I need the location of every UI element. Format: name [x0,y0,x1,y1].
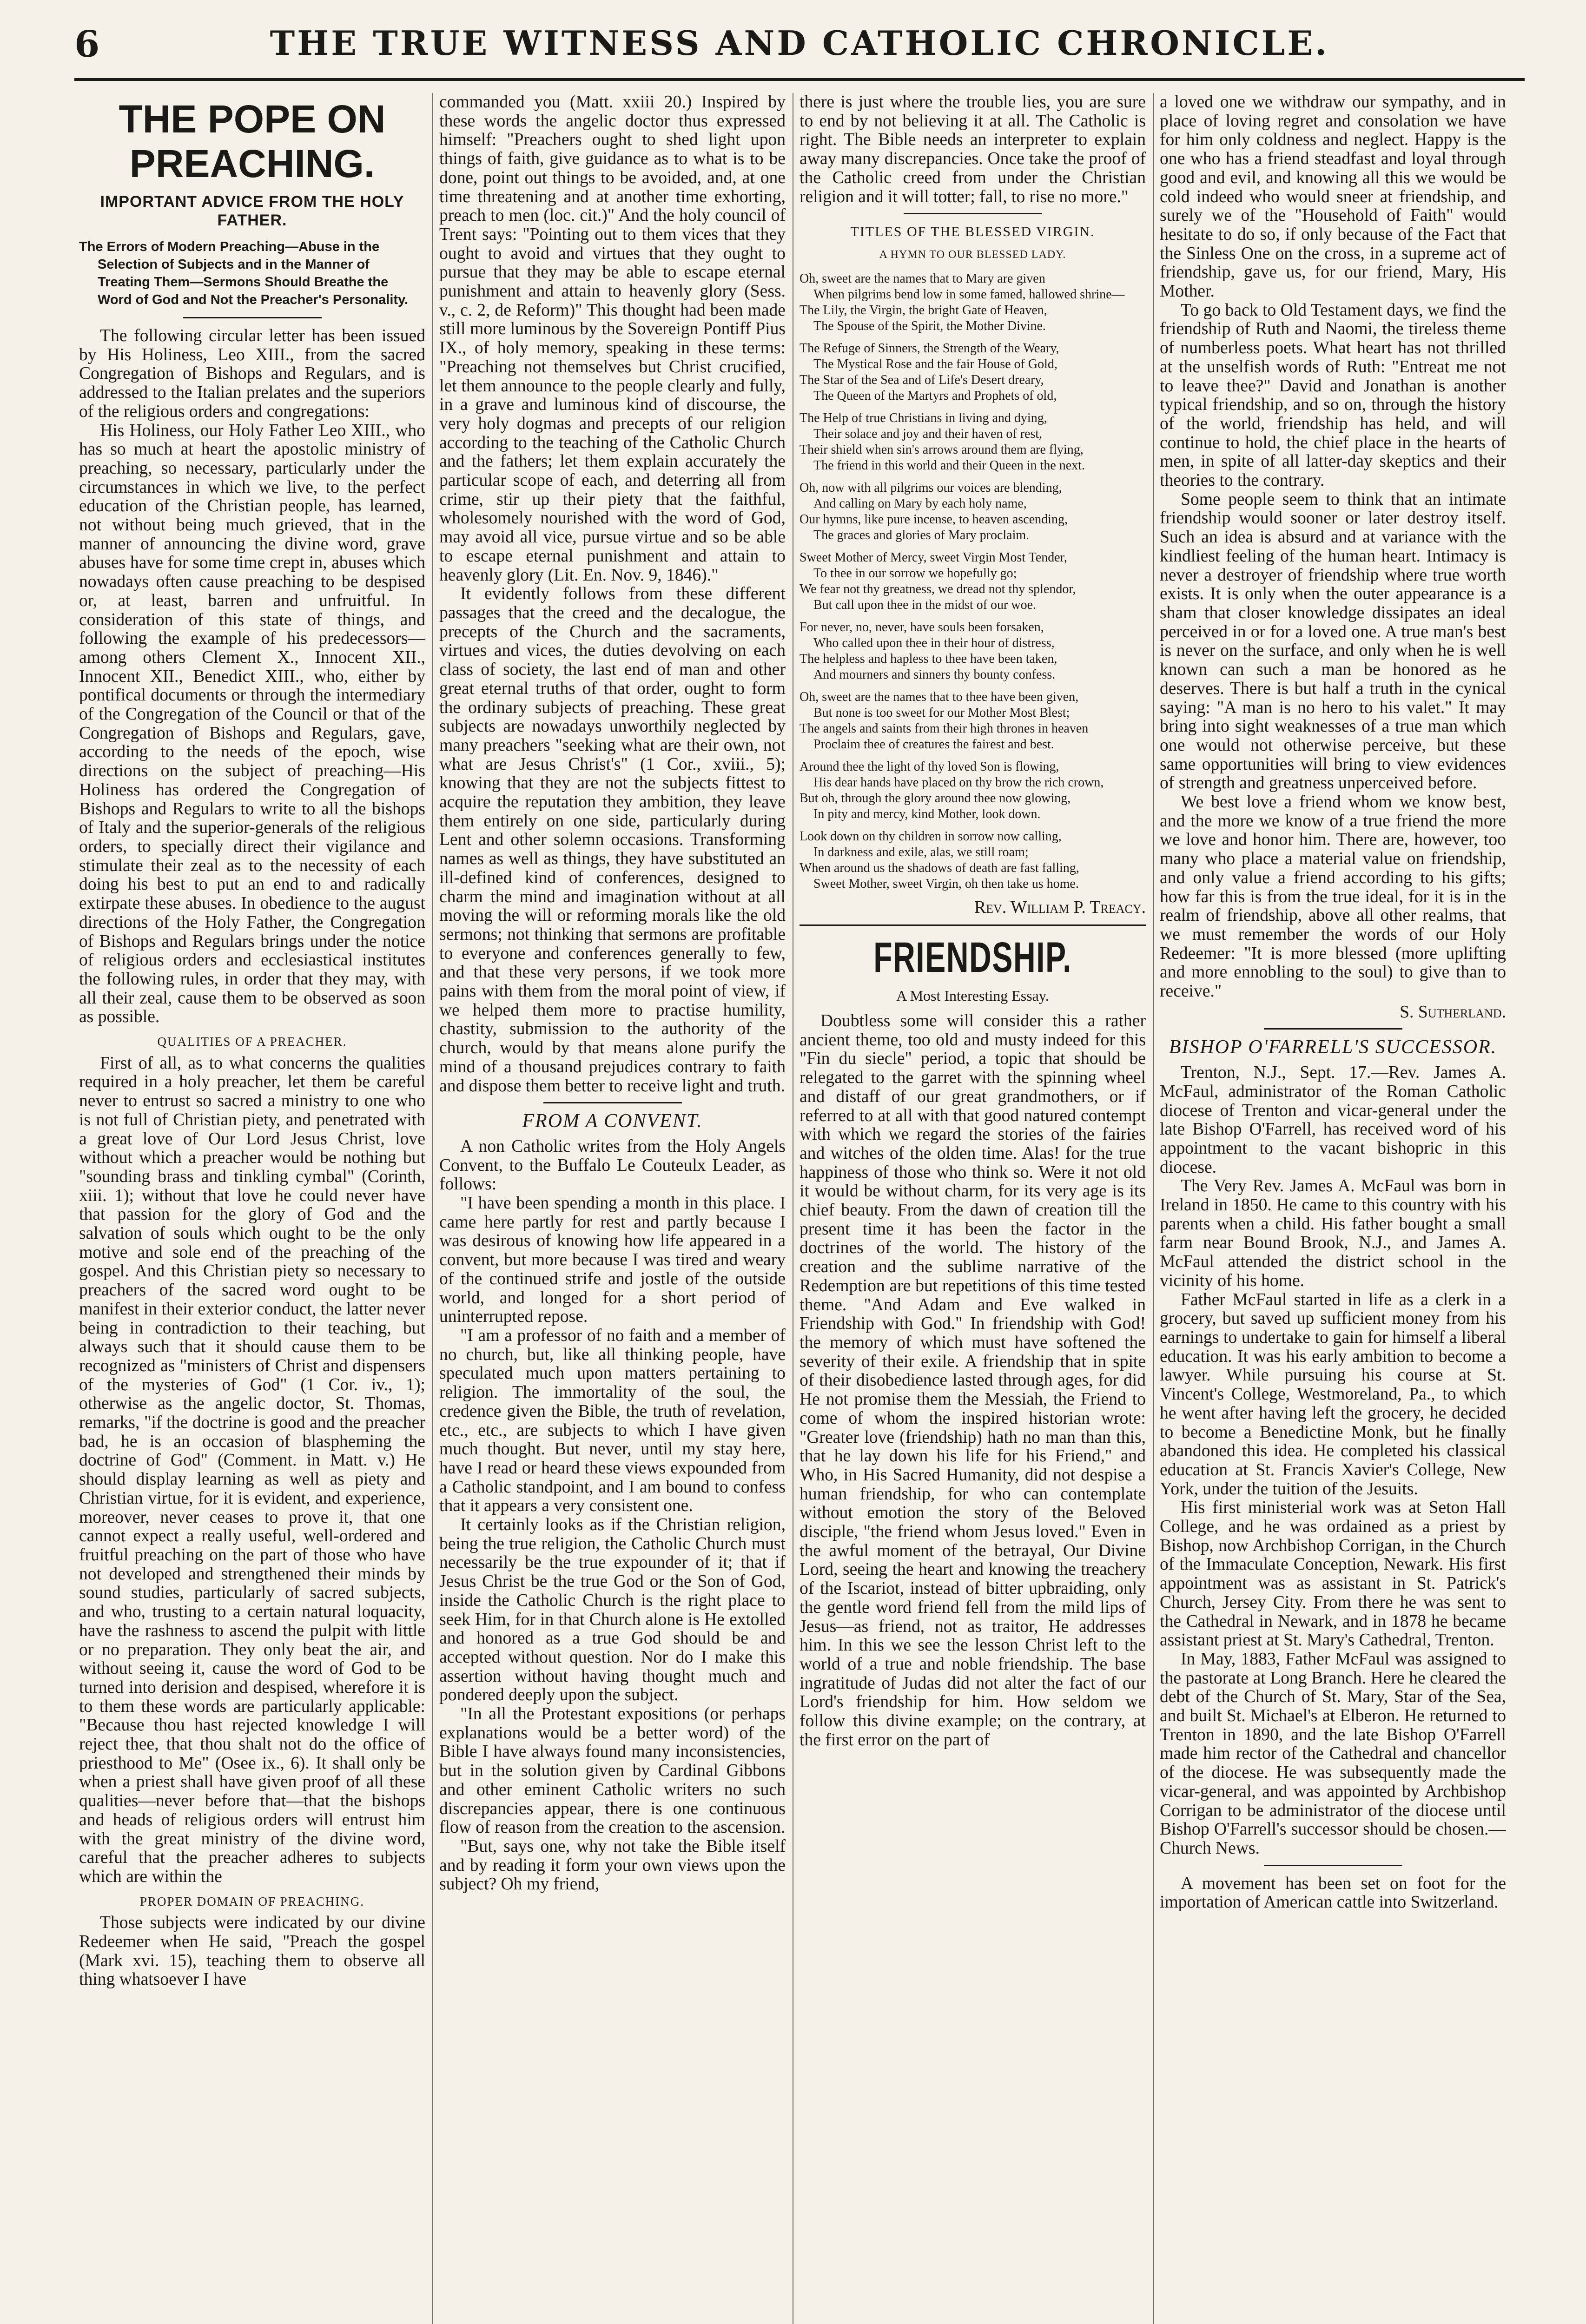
poem-line: Around thee the light of thy loved Son is flowing, [800,759,1059,774]
poem-line: Their solace and joy and their haven of rest, [813,426,1043,441]
poem-stanza [800,271,1146,334]
paragraph: A movement has been set on foot for the importation of American cattle into Switzerland. [1160,1874,1506,1912]
poem-line: To thee in our sorrow we hopefully go; [813,566,1017,581]
section-rule [904,213,1042,214]
poem-line: The Star of the Sea and of Life's Desert dreary, [800,372,1044,387]
poem-stanza [800,341,1146,404]
paragraph: Trenton, N.J., Sept. 17.—Rev. James A. McFaul, administrator of the Roman Catholic diocese of Trenton and vicar-general under the late Bishop O'Farrell, has received word of his appointment to the vacant bishopric in this diocese. [1160,1063,1506,1177]
section-rule [1264,1028,1402,1030]
poem-line: His dear hands have placed on thy brow the rich crown, [813,775,1104,790]
poem [800,271,1146,892]
article-subheadline: A Most Interesting Essay. [896,987,1049,1004]
poem-line: We fear not thy greatness, we dread not thy splendor, [800,581,1076,596]
poem-stanza [800,480,1146,543]
paragraph: "But, says one, why not take the Bible itself and by reading it form your own views upon the subject? Oh my friend, [439,1836,786,1894]
poem-line: And mourners and sinners thy bounty confess. [813,667,1056,682]
section-rule [1264,1865,1402,1866]
paragraph: Some people seem to think that an intimate friendship would sooner or later destroy itself. Such an idea is absurd and at variance with the kindliest feeling of the human heart. Intimacy is never a destroyer of friendship where true worth exists. It is only when the outer appearance is a sham that closer knowledge dissipates an ideal perceived in or for a loved one. A true man's best is never on the surface, and only when he is well known can such a man be honored as he deserves. There is but half a truth in the cynical saying: "A man is no hero to his valet." It may bring into sight weaknesses of a true man which one would not otherwise perceive, but these same opportunities will bring to view evidences of strength and greatness unperceived before. [1160,489,1506,793]
article-deck: The Errors of Modern Preaching—Abuse in the Selection of Subjects and in the Manner of Treating Them—Sermons Should Breathe the Word of God and Not the Preacher's Personality. [79,239,409,307]
paragraph: "I have been spending a month in this place. I came here partly for rest and partly because I was desirous of knowing how life appeared in a convent, but more because I was tired and weary of the continued strife and jostle of the outside world, and longed for a short period of uninterrupted repose. [439,1194,786,1327]
paragraph: The following circular letter has been issued by His Holiness, Leo XIII., from the sacred Congregation of Bishops and Regulars, and is addressed to the Italian prelates and the superiors of the religious orders and congregations: [79,326,425,421]
poem-line: The Help of true Christians in living and dying, [800,410,1047,425]
paragraph: A non Catholic writes from the Holy Angels Convent, to the Buffalo Le Couteulx Leader, as follows: [439,1136,786,1194]
masthead [74,5,1525,86]
column-2 [439,93,786,2324]
section-subhead: PROPER DOMAIN OF PREACHING. [139,1894,365,1908]
poem-line: When pilgrims bend low in some famed, hallowed shrine— [813,287,1125,302]
poem-line: The Mystical Rose and the fair House of Gold, [813,357,1057,371]
poem-line: The angels and saints from their high thrones in heaven [800,721,1089,736]
poem-line: The Refuge of Sinners, the Strength of the Weary, [800,341,1059,356]
poem-subtitle: A HYMN TO OUR BLESSED LADY. [879,248,1066,261]
paragraph: First of all, as to what concerns the qualities required in a holy preacher, let them be careful never to entrust so sacred a ministry to one who is not full of Christian piety, and penetrated with a great love of Our Lord Jesus Christ, love without which a preacher would be nothing but "sounding brass and tinkling cymbal" (Corinth, xiii. 1); without that love he could never have that passion for the glory of God and the salvation of souls which ought to be the only motive and sole end of the preaching of the gospel. And this Christian piety so necessary to preachers of the sacred word ought to be manifest in their exterior conduct, the latter never being in contradiction to their teaching, but always such that it should cause them to be recognized as "ministers of Christ and dispensers of the mysteries of God" (1 Cor. iv., 1); otherwise as the angelic doctor, St. Thomas, remarks, "if the doctrine is good and the preacher bad, he is an occasion of blaspheming the doctrine of God" (Comment. in Matt. v.) He should display learning as well as piety and Christian virtue, for it is evident, and experience, moreover, never ceases to prove it, that one cannot expect a really useful, well-ordered and fruitful preaching on the part of those who have not developed and strengthened their minds by sound studies, particularly of sacred subjects, and who, trusting to a certain natural loquacity, have the rashness to ascend the pulpit with little or no preparation. They only beat the air, and without seeing it, cause the word of God to be turned into derision and despised, wherefore it is to them these words are particularly applicable: "Because thou hast rejected knowledge I will reject thee, that thou shalt not do the office of priesthood to Me" (Osee ix., 6). It shall only be when a priest shall have given proof of all these qualities—never before that—that the bishops and heads of religious orders will entrust him with the great ministry of the divine word, careful that the preacher adheres to subjects which are within the [79,1053,425,1886]
section-subhead: QUALITIES OF A PREACHER. [157,1035,347,1049]
poem-line: Oh, now with all pilgrims our voices are blending, [800,480,1062,495]
poem-stanza [800,410,1146,474]
poem-stanza [800,829,1146,892]
article-headline: FROM A CONVENT. [522,1110,703,1132]
article-headline: BISHOP O'FARRELL'S SUCCESSOR. [1169,1037,1497,1058]
paragraph: It evidently follows from these different passages that the creed and the decalogue, the precepts of the Church and the sacraments, virtues and vices, the duties devolving on each class of society, the last end of man and other great eternal truths of that order, ought to form the ordinary subjects of preaching. These great subjects are nowadays unworthily neglected by many preachers "seeking what are their own, not what are Jesus Christ's" (1 Cor., xviii., 5); knowing that they are not the subjects fittest to acquire the reputation they ambition, they leave them entirely on one side, particularly during Lent and other solemn occasions. Transforming names as well as things, they have substituted an ill-defined kind of conferences, designed to charm the mind and imagination without at all moving the will or reforming morals like the old sermons; not thinking that sermons are profitable to everyone and conferences generally to few, and that these very persons, if we took more pains with them from the moral point of view, if we helped them more to practise humility, chastity, submission to the authority of the church, would by that means alone purify the mind of a thousand prejudices contrary to faith and dispose them better to receive light and truth. [439,584,786,1096]
paragraph: commanded you (Matt. xxiii 20.) Inspired by these words the angelic doctor thus expressed himself: "Preachers ought to shed light upon things of faith, give guidance as to what is to be done, point out things to be avoided, and, at one time threatening and at another time exhorting, preach to men (loc. cit.)" And the holy council of Trent says: "Pointing out to them vices that they ought to avoid and virtues that they ought to pursue that they may be able to escape eternal punishment and attain to heavenly glory (Sess. v., c. 2, de Reform)" This thought had been made still more luminous by the Sovereign Pontiff Pius IX., of holy memory, speaking in these terms: "Preaching not themselves but Christ crucified, let them announce to the people clearly and fully, in a grave and luminous kind of discourse, the very holy dogmas and precepts of our religion according to the teaching of the Catholic Church and the fathers; let them explain accurately the particular scope of each, and deterring all from crime, stir up their piety that the faithful, wholesomely nourished with the word of God, may avoid all vice, pursue virtue and so be able to escape eternal punishment and attain to heavenly glory (Lit. En. Nov. 9, 1846)." [439,93,786,585]
paragraph: Father McFaul started in life as a clerk in a grocery, but saved up sufficient money from his earnings to undertake to gain for himself a liberal education. It was his early ambition to become a lawyer. While pursuing his course at St. Vincent's College, Westmoreland, Pa., to which he went after having left the grocery, he decided to become a Benedictine Monk, but he finally abandoned this idea. He completed his classical education at St. Francis Xavier's College, New York, under the tuition of the Jesuits. [1160,1290,1506,1499]
poem-line: Oh, sweet are the names that to thee have been given, [800,689,1079,704]
poem-line: Look down on thy children in sorrow now calling, [800,829,1062,844]
column-3 [800,93,1146,2324]
paragraph: a loved one we withdraw our sympathy, and in place of loving regret and consolation we have for him only coldness and neglect. Happy is the one who has a friend steadfast and loyal through good and evil, and knowing all this we would be cold indeed who would sneer at friendship, and surely we of the "Household of Faith" would hesitate to do so, if only because of the Fact that the Sinless One on the cross, in a supreme act of friendship, gave us, for our friend, Mary, His Mother. [1160,93,1506,301]
poem-line: Our hymns, like pure incense, to heaven ascending, [800,512,1068,527]
poem-line: The Lily, the Virgin, the bright Gate of Heaven, [800,303,1047,317]
paragraph: The Very Rev. James A. McFaul was born in Ireland in 1850. He came to this country with his parents when a child. His father bought a small farm near Bound Brook, N.J., and James A. McFaul attended the district school in the vicinity of his home. [1160,1176,1506,1290]
poem-stanza [800,550,1146,613]
paragraph: To go back to Old Testament days, we find the friendship of Ruth and Naomi, the tireless theme of numberless poets. What heart has not thrilled at the unselfish words of Ruth: "Entreat me not to leave thee?" David and Jonathan is another typical friendship, and so on, through the history of the world, friendship has held, and will continue to hold, the chief place in the hearts of men, in spite of all latter-day skeptics and their theories to the contrary. [1160,300,1506,490]
poem-stanza [800,689,1146,753]
poem-line: Their shield when sin's arrows around them are flying, [800,442,1084,457]
column-4 [1160,93,1506,2324]
article-subheadline: IMPORTANT ADVICE FROM THE HOLY FATHER. [100,193,404,229]
poem-line: The Spouse of the Spirit, the Mother Divine. [813,318,1046,333]
poem-title: TITLES OF THE BLESSED VIRGIN. [850,224,1095,240]
paragraph: His Holiness, our Holy Father Leo XIII., who has so much at heart the apostolic ministry of preaching, so necessary, particularly under the circumstances in which we live, to the perfect education of the Christian people, has learned, not without being much grieved, that in the manner of announcing the divine word, grave abuses have for some time crept in, abuses which nowadays often cause preaching to be despised or, at least, barren and unfruitful. In consideration of this state of things, and following the example of his predecessors—among others Clement X., Innocent XII., Innocent XII., Benedict XIII., who, either by pontifical documents or through the intermediary of the Congregation of the Council or that of the Congregation of Bishops and Regulars, gave, according to the needs of the epoch, wise directions on the subject of preaching—His Holiness has ordered the Congregation of Bishops and Regulars to write to all the bishops of Italy and the superior-generals of the religious orders, to specially direct their vigilance and stimulate their zeal as to the necessity of each doing his best to put an end to and radically extirpate these abuses. In obedience to the august directions of the Holy Father, the Congregation of Bishops and Regulars brings under the notice of religious orders and ecclesiastical institutes the following rules, in order that they may, with all their zeal, cause them to be observed as soon as possible. [79,421,425,1027]
poem-line: But oh, through the glory around thee now glowing, [800,791,1071,805]
poem-line: Proclaim thee of creatures the fairest and best. [813,737,1054,752]
article-signature: S. Sutherland. [1400,1002,1506,1022]
newspaper-title: THE TRUE WITNESS AND CATHOLIC CHRONICLE. [270,23,1329,63]
article-headline: FRIENDSHIP. [873,934,1072,982]
poem-line: The graces and glories of Mary proclaim. [813,528,1030,542]
paragraph: In May, 1883, Father McFaul was assigned to the pastorate at Long Branch. Here he cleared the debt of the Church of St. Mary, Star of the Sea, and built St. Michael's at Elberon. He returned to Trenton in 1890, and the late Bishop O'Farrell made him rector of the Cathedral and chancellor of the diocese. He was subsequently made the vicar-general, and was appointed by Archbishop Corrigan to be administrator of the diocese until Bishop O'Farrell's successor should be chosen.—Church News. [1160,1649,1506,1858]
poem-line: In darkness and exile, alas, we still roam; [813,845,1029,859]
poem-line: Oh, sweet are the names that to Mary are given [800,271,1045,286]
masthead-rule [74,78,1525,81]
article-headline: THE POPE ON PREACHING. [119,97,386,185]
poem-line: In pity and mercy, kind Mother, look down. [813,806,1041,821]
paragraph: We best love a friend whom we know best, and the more we know of a true friend the more we love and honor him. There are, however, too many who place a material value on friendship, and only value a friend according to his gifts; how far this is from the true ideal, for it is in the realm of friendship, above all other realms, that we must remember the words of our Holy Redeemer: "It is more blessed (more uplifting and more ennobling to the soul) to give than to receive." [1160,792,1506,1001]
poem-line: But call upon thee in the midst of our woe. [813,597,1037,612]
paragraph: "In all the Protestant expositions (or perhaps explanations would be a better word) of the Bible I have always found many inconsistencies, but in the solution given by Cardinal Gibbons and other eminent Catholic writers no such discrepancies appear, there is one continuous flow of reason from the creation to the ascension. [439,1704,786,1837]
paragraph: "I am a professor of no faith and a member of no church, but, like all thinking people, have speculated much upon matters pertaining to religion. The immortality of the soul, the credence given the Bible, the truth of revelation, etc., etc., are subjects to which I have given much thought. But never, until my stay here, have I read or heard these views expounded from a Catholic standpoint, and I am bound to confess that it appears a very consistent one. [439,1326,786,1516]
paragraph: His first ministerial work was at Seton Hall College, and he was ordained as a priest by Bishop, now Archbishop Corrigan, in the Church of the Immaculate Conception, Newark. His first appointment was as assistant in St. Patrick's Church, Jersey City. From there he was sent to the Cathedral in Newark, and in 1878 he became assistant priest at St. Mary's Cathedral, Trenton. [1160,1498,1506,1650]
poem-line: The helpless and hapless to thee have been taken, [800,651,1057,666]
poem-stanza [800,620,1146,683]
poem-line: But none is too sweet for our Mother Most Blest; [813,705,1070,720]
poem-stanza [800,759,1146,822]
poem-line: And calling on Mary by each holy name, [813,496,1027,511]
paragraph: It certainly looks as if the Christian religion, being the true religion, the Catholic Church must necessarily be the true expounder of it; that if Jesus Christ be the true God or the Son of God, inside the Catholic Church is the right place to seek Him, for in that Church alone is He extolled and honored as a true God should be and accepted without question. Nor do I make this assertion without having thought much and pondered deeply upon the subject. [439,1515,786,1705]
poem-line: When around us the shadows of death are fast falling, [800,860,1079,875]
poem-line: The friend in this world and their Queen in the next. [813,458,1085,473]
poem-line: Sweet Mother of Mercy, sweet Virgin Most Tender, [800,550,1067,565]
section-rule [183,317,322,318]
column-1 [79,93,425,2324]
poem-line: The Queen of the Martyrs and Prophets of old, [813,388,1057,403]
paragraph: there is just where the trouble lies, you are sure to end by not believing it at all. The Catholic is right. The Bible needs an interpreter to explain away many discrepancies. Once take the proof of the Catholic creed from under the Christian religion and it will totter; fall, to rise no more." [800,93,1146,206]
poem-line: Who called upon thee in their hour of distress, [813,635,1055,650]
poem-line: For never, no, never, have souls been forsaken, [800,620,1044,634]
page-number: 6 [74,23,100,66]
section-rule [800,924,1146,926]
poem-line: Sweet Mother, sweet Virgin, oh then take us home. [813,876,1079,891]
poem-author: Rev. William P. Treacy. [974,898,1146,917]
column-divider [1153,93,1154,2324]
section-rule [543,1102,682,1103]
paragraph: Doubtless some will consider this a rather ancient theme, too old and musty indeed for this "Fin du siecle" period, a topic that should be relegated to the garret with the spinning wheel and distaff of our great grandmothers, or if referred to at all with that good natured contempt with which we regard the stories of the fairies and witches of the olden time. Alas! for the true happiness of those who think so. Were it not old it would be without charm, for its very age is its chief beauty. From the dawn of creation till the present time it has been the factor in the doctrines of the world. The history of the creation and the sublime narrative of the Redemption are but repetitions of this time tested theme. "And Adam and Eve walked in Friendship with God." In friendship with God! the memory of which must have softened the severity of their exile. A friendship that in spite of their disobedience lasted through ages, for did He not promise them the Messiah, the Friend to come of whom the inspired historian wrote: "Greater love (friendship) hath no man than this, that he lay down his life for his Friend," and Who, in His Sacred Humanity, did not despise a human friendship, for who can contemplate without emotion the story of the Beloved disciple, "the friend whom Jesus loved." Even in the awful moment of the betrayal, Our Divine Lord, seeing the heart and knowing the treachery of the Iscariot, instead of bitter upbraiding, only the gentle word friend fell from the mild lips of Jesus—as friend, not as traitor, He addresses him. In this we see the lesson Christ left to the world of a true and noble friendship. The base ingratitude of Judas did not alter the fact of our Lord's friendship for him. How seldom we follow this divine example; on the contrary, at the first error on the part of [800,1011,1146,1750]
column-divider [432,93,433,2324]
paragraph: Those subjects were indicated by our divine Redeemer when He said, "Preach the gospel (Mark xvi. 15), teaching them to observe all thing whatsoever I have [79,1913,425,1989]
